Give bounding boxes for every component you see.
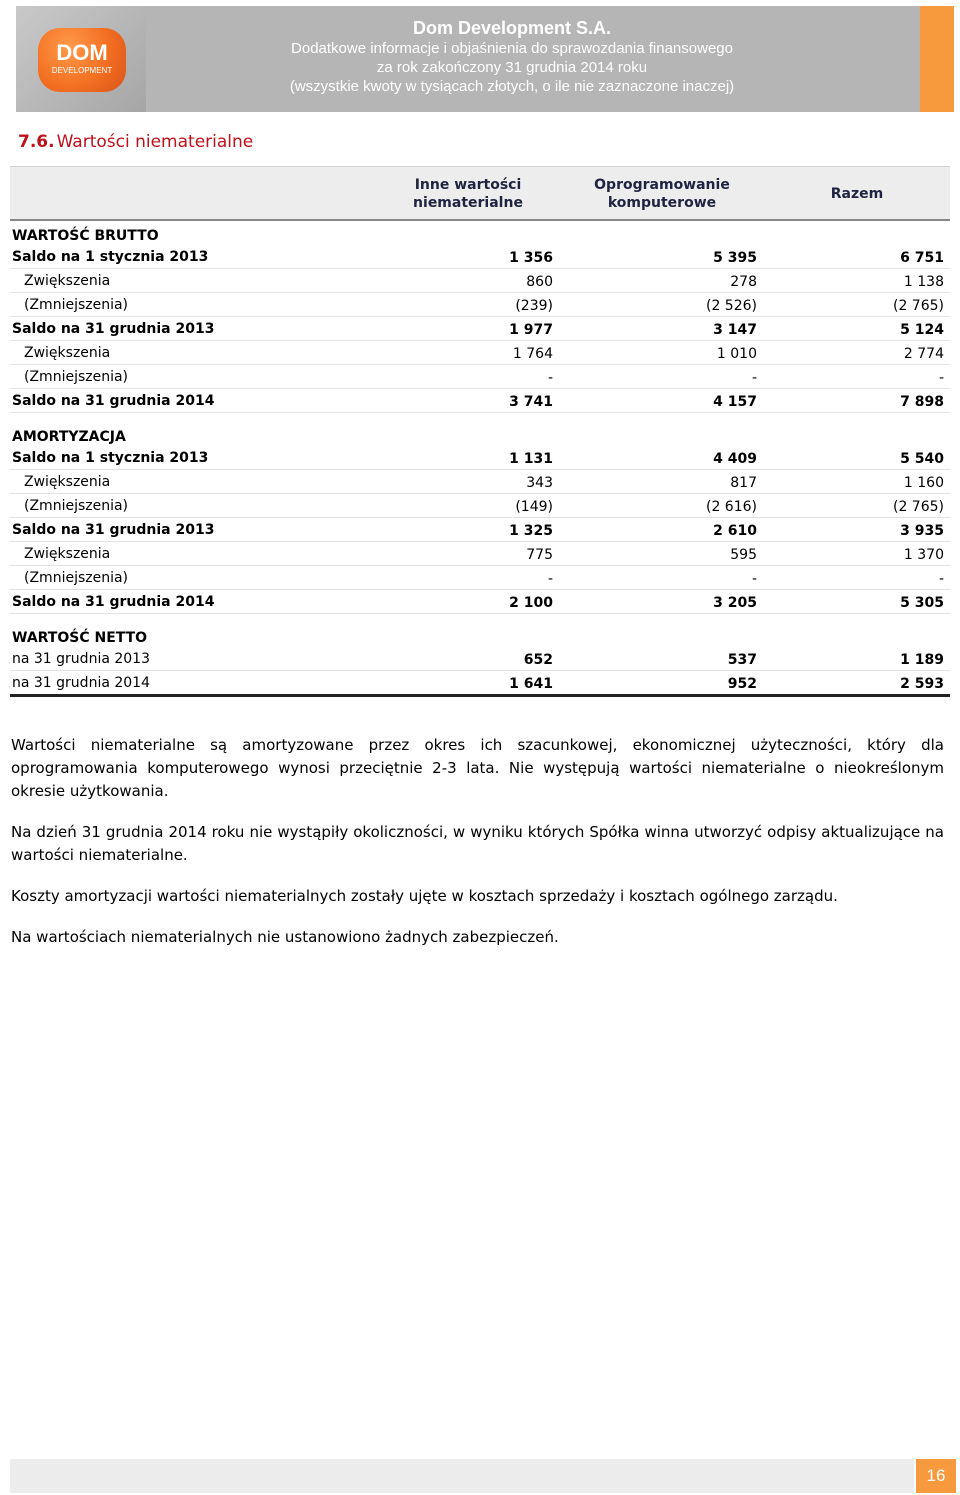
cell-total: 7 898: [900, 394, 944, 410]
table-row: [10, 647, 950, 671]
row-label: Saldo na 31 grudnia 2013: [12, 522, 215, 538]
cell-software: 595: [730, 547, 757, 563]
header-accent-bar: [920, 6, 954, 112]
row-label: Saldo na 31 grudnia 2013: [12, 321, 215, 337]
section-heading-amortization: AMORTYZACJA: [12, 429, 126, 445]
column-header-line: niematerialne: [413, 195, 523, 211]
cell-software: 952: [727, 676, 757, 692]
table-row: [10, 341, 950, 365]
table-row: [10, 446, 950, 470]
row-label: (Zmniejszenia): [24, 297, 129, 313]
table-row: [10, 317, 950, 341]
cell-other-intangibles: (149): [515, 499, 553, 515]
cell-other-intangibles: 1 764: [512, 346, 553, 362]
cell-total: -: [938, 571, 944, 587]
table-row: [10, 671, 950, 697]
cell-software: 817: [730, 475, 757, 491]
cell-other-intangibles: 343: [526, 475, 553, 491]
section-heading-gross: WARTOŚĆ BRUTTO: [12, 228, 159, 244]
cell-software: 537: [727, 652, 757, 668]
cell-total: 2 593: [900, 676, 944, 692]
section-heading-row: [10, 623, 950, 647]
cell-software: (2 526): [705, 298, 757, 314]
cell-software: -: [751, 571, 757, 587]
cell-total: 6 751: [900, 250, 944, 266]
row-label: (Zmniejszenia): [24, 369, 129, 385]
row-label: (Zmniejszenia): [24, 498, 129, 514]
row-label: (Zmniejszenia): [24, 570, 129, 586]
row-label: Zwiększenia: [24, 474, 111, 490]
cell-total: 5 540: [900, 451, 944, 467]
note-paragraph-costs: Koszty amortyzacji wartości niematerialnych zostały ujęte w kosztach sprzedaży i kosztach ogólnego zarządu.: [11, 887, 838, 905]
note-paragraph-amortization-period: Wartości niematerialne są amortyzowane przez okres ich szacunkowej, ekonomicznej użyteczności, który dla oprogramowania komputerowego wynosi przeciętnie 2-3 lata. Nie występują wartości niematerialne o nieokreślonym okresie użytkowania.: [11, 736, 944, 800]
cell-total: 1 189: [900, 652, 944, 668]
header-subtitle-3: (wszystkie kwoty w tysiącach złotych, o ile nie zaznaczone inaczej): [289, 78, 735, 95]
company-name: Dom Development S.A.: [412, 18, 612, 38]
column-header-total: Razem: [830, 186, 884, 202]
column-header-line: Oprogramowanie: [594, 177, 730, 193]
logo-sub-text: DEVELOPMENT: [51, 66, 113, 75]
cell-software: 2 610: [713, 523, 757, 539]
table-row: [10, 365, 950, 389]
cell-total: 1 138: [903, 274, 944, 290]
column-header-software: [582, 176, 742, 212]
section-title: [18, 131, 253, 153]
note-paragraph-impairment: Na dzień 31 grudnia 2014 roku nie wystąpiły okoliczności, w wyniku których Spółka winna utworzyć odpisy aktualizujące na wartości niematerialne.: [11, 823, 944, 864]
logo-main-text: DOM: [56, 40, 108, 65]
cell-other-intangibles: 860: [526, 274, 553, 290]
row-spacer: [10, 413, 950, 422]
table-row: [10, 245, 950, 269]
row-label: Saldo na 31 grudnia 2014: [12, 594, 215, 610]
cell-software: 3 205: [713, 595, 757, 611]
cell-software: -: [751, 370, 757, 386]
row-label: Saldo na 1 stycznia 2013: [12, 249, 209, 265]
row-label: na 31 grudnia 2014: [12, 675, 150, 691]
section-number: 7.6.: [18, 132, 55, 152]
row-label: Zwiększenia: [24, 546, 111, 562]
cell-other-intangibles: 1 131: [509, 451, 553, 467]
cell-total: (2 765): [892, 499, 944, 515]
column-header-line: Inne wartości: [414, 177, 522, 193]
table-row: [10, 590, 950, 614]
section-heading-row: [10, 221, 950, 245]
cell-software: 4 409: [713, 451, 757, 467]
table-row: [10, 269, 950, 293]
header-text-block: [166, 17, 858, 96]
table-row: [10, 293, 950, 317]
cell-total: 1 160: [903, 475, 944, 491]
header-subtitle-1: Dodatkowe informacje i objaśnienia do sprawozdania finansowego: [291, 40, 733, 57]
table-row: [10, 470, 950, 494]
cell-other-intangibles: -: [547, 370, 553, 386]
page-number: 16: [916, 1459, 956, 1493]
cell-software: 4 157: [713, 394, 757, 410]
notes-block: [11, 734, 944, 967]
cell-software: 5 395: [713, 250, 757, 266]
cell-other-intangibles: 652: [523, 652, 553, 668]
cell-other-intangibles: 1 325: [509, 523, 553, 539]
table-row: [10, 542, 950, 566]
note-paragraph-collateral: Na wartościach niematerialnych nie ustanowiono żadnych zabezpieczeń.: [11, 928, 559, 946]
cell-total: 3 935: [900, 523, 944, 539]
section-heading-net: WARTOŚĆ NETTO: [12, 630, 148, 646]
intangibles-table: [10, 166, 950, 697]
logo-badge: [38, 28, 126, 92]
cell-total: 5 124: [900, 322, 944, 338]
row-label: na 31 grudnia 2013: [12, 651, 150, 667]
row-label: Saldo na 1 stycznia 2013: [12, 450, 209, 466]
cell-other-intangibles: 1 641: [509, 676, 553, 692]
row-label: Saldo na 31 grudnia 2014: [12, 393, 215, 409]
section-title-text: Wartości niematerialne: [56, 132, 254, 152]
cell-other-intangibles: 1 356: [509, 250, 553, 266]
cell-total: 2 774: [903, 346, 944, 362]
column-header-other-intangibles: [388, 176, 548, 212]
table-row: [10, 518, 950, 542]
table-header: [10, 166, 950, 221]
table-row: [10, 494, 950, 518]
cell-other-intangibles: 1 977: [509, 322, 553, 338]
cell-other-intangibles: -: [547, 571, 553, 587]
cell-total: (2 765): [892, 298, 944, 314]
cell-total: -: [938, 370, 944, 386]
cell-other-intangibles: (239): [515, 298, 553, 314]
company-logo: [16, 6, 146, 112]
page-header: [16, 6, 936, 112]
row-spacer: [10, 614, 950, 623]
column-header-line: komputerowe: [607, 195, 717, 211]
cell-software: 3 147: [713, 322, 757, 338]
cell-other-intangibles: 775: [526, 547, 553, 563]
page-footer-bar: [10, 1459, 914, 1493]
table-row: [10, 566, 950, 590]
row-label: Zwiększenia: [24, 273, 111, 289]
header-subtitle-2: za rok zakończony 31 grudnia 2014 roku: [376, 59, 648, 76]
cell-total: 1 370: [903, 547, 944, 563]
cell-software: 1 010: [716, 346, 757, 362]
row-label: Zwiększenia: [24, 345, 111, 361]
cell-software: 278: [730, 274, 757, 290]
cell-software: (2 616): [705, 499, 757, 515]
table-row: [10, 389, 950, 413]
section-heading-row: [10, 422, 950, 446]
cell-other-intangibles: 2 100: [509, 595, 553, 611]
cell-other-intangibles: 3 741: [509, 394, 553, 410]
cell-total: 5 305: [900, 595, 944, 611]
